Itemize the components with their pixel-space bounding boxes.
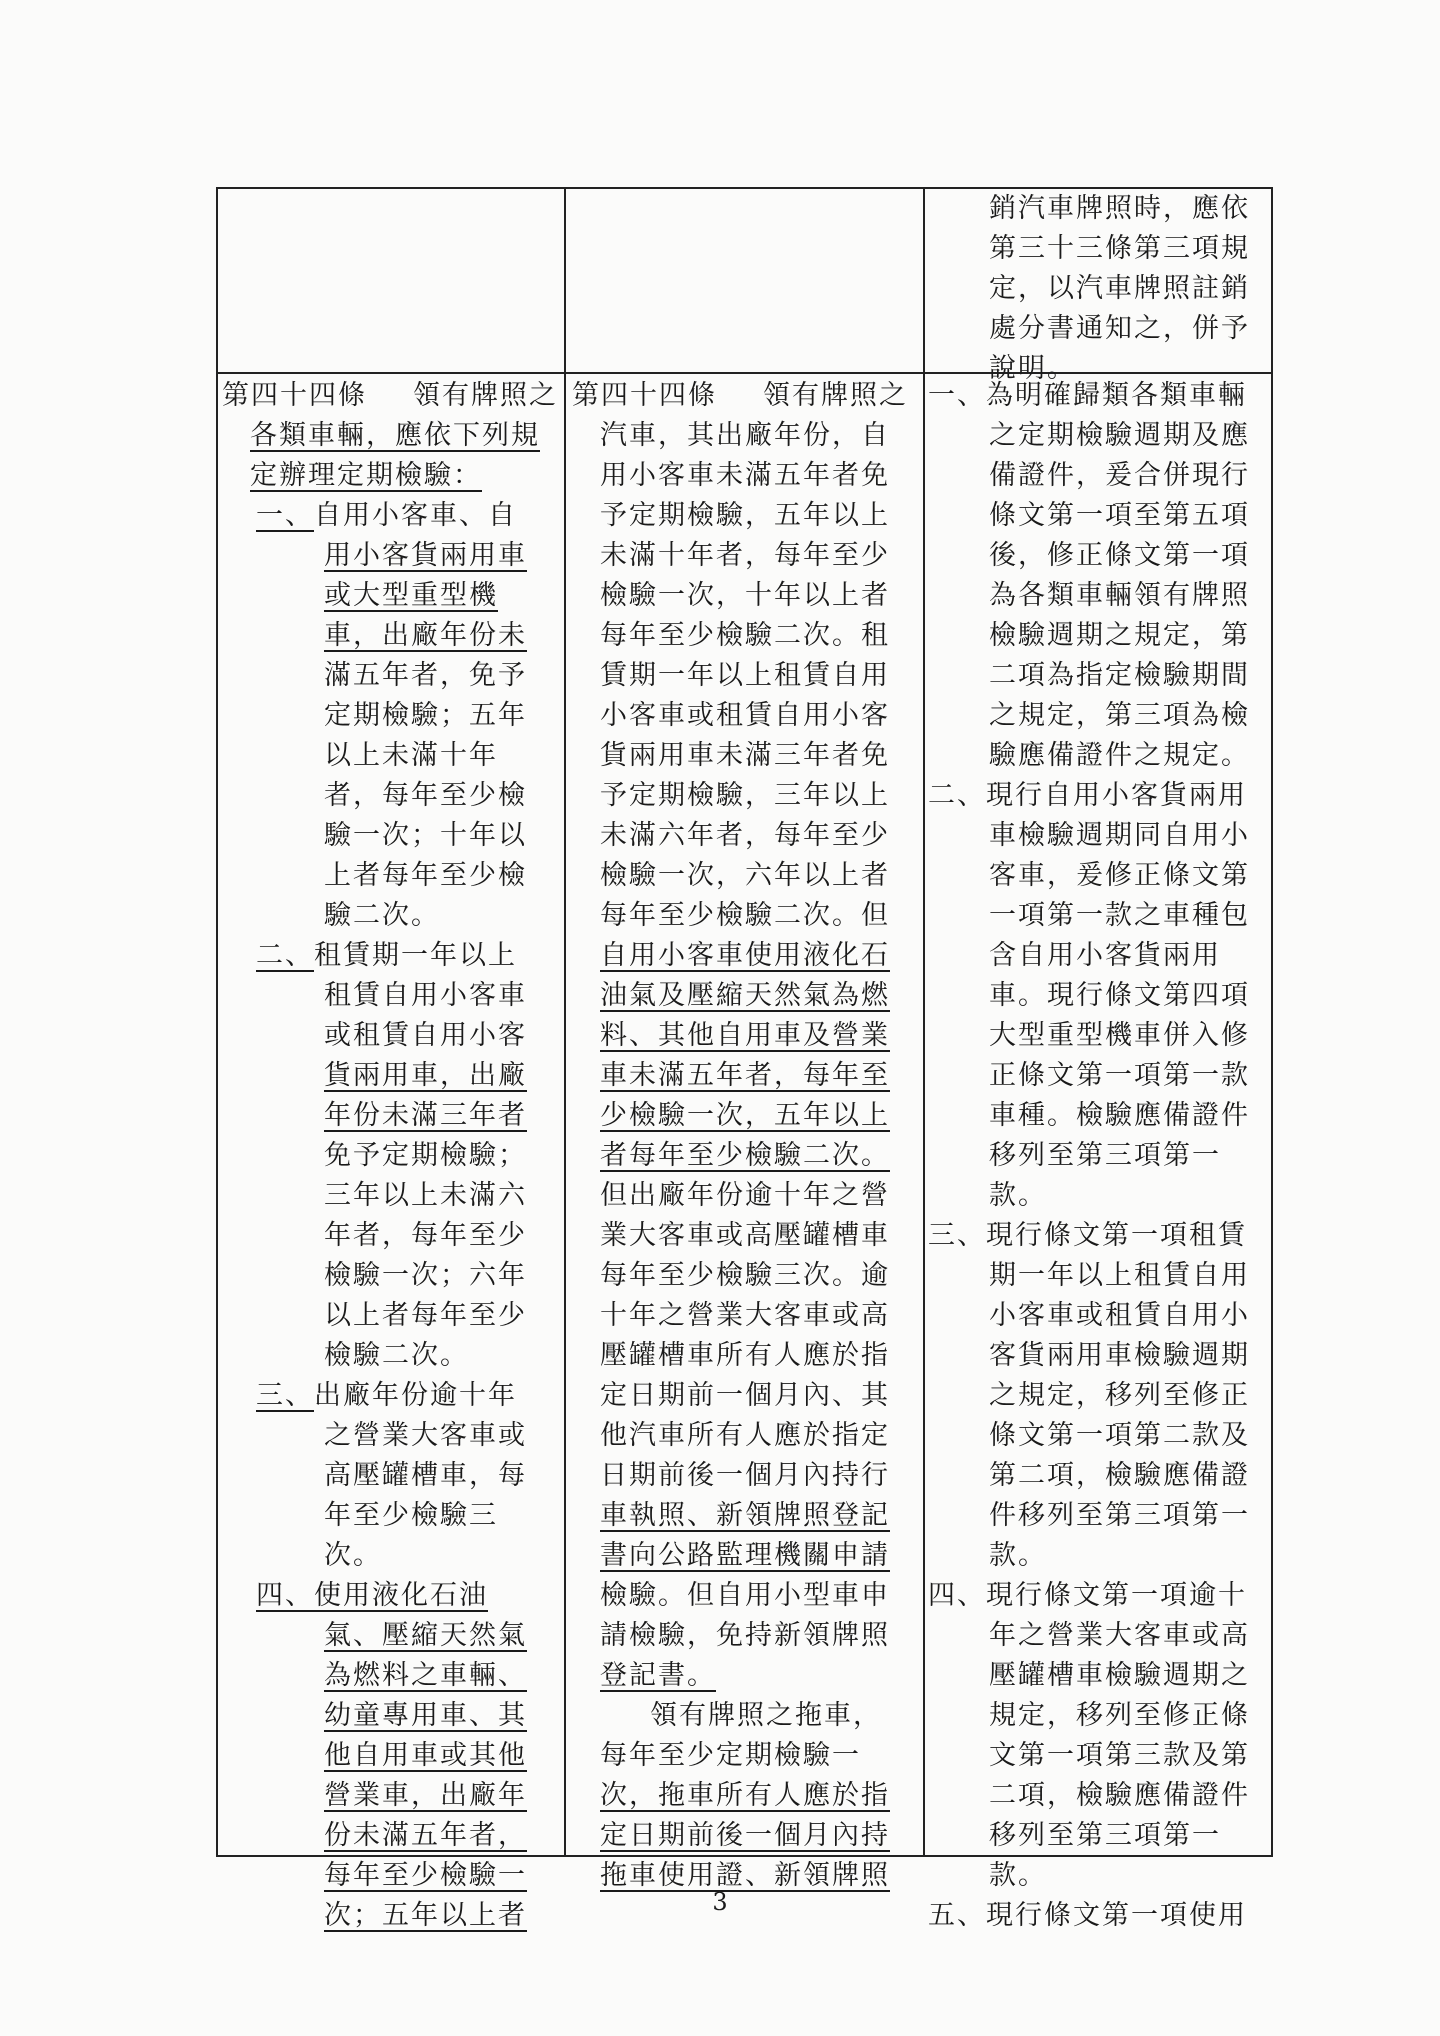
text-line: 車檢驗週期同自用小 bbox=[989, 820, 1250, 851]
text-line: 他汽車所有人應於指定 bbox=[600, 1420, 890, 1451]
text-line: 各類車輛，應依下列規 bbox=[250, 420, 540, 451]
explanation-item-1 bbox=[928, 376, 1271, 776]
text-line: 檢驗一次；六年 bbox=[324, 1260, 527, 1291]
text-line: 書向公路監理機關申請 bbox=[600, 1540, 890, 1571]
text-line: 三年以上未滿六 bbox=[324, 1180, 527, 1211]
text-line: 每年至少檢驗一 bbox=[324, 1860, 527, 1891]
text-line: 小客車或租賃自用小客 bbox=[600, 700, 890, 731]
comparison-table bbox=[216, 187, 1273, 1931]
text-line: 次。 bbox=[324, 1540, 382, 1571]
text-line: 現行自用小客貨兩用 bbox=[986, 780, 1247, 811]
text-line: 處分書通知之，併予 bbox=[989, 313, 1250, 344]
text-line: 小客車或租賃自用小 bbox=[989, 1300, 1250, 1331]
text-line: 條文第一項第二款及 bbox=[989, 1420, 1250, 1451]
item-label: 一、 bbox=[928, 380, 986, 411]
explanation-item-2 bbox=[928, 776, 1271, 1216]
text-line: 移列至第三項第一 bbox=[989, 1140, 1221, 1171]
text-line: 款。 bbox=[989, 1180, 1047, 1211]
text-line: 請檢驗，免持新領牌照 bbox=[600, 1620, 890, 1651]
text-line: 車種。檢驗應備證件 bbox=[989, 1100, 1250, 1131]
text-line: 檢驗週期之規定，第 bbox=[989, 620, 1250, 651]
text-line: 予定期檢驗，三年以上 bbox=[600, 780, 890, 811]
page-number: 3 bbox=[712, 1888, 728, 1916]
text-line: 每年至少檢驗三次。逾 bbox=[600, 1260, 890, 1291]
text-line: 予定期檢驗，五年以上 bbox=[600, 500, 890, 531]
text-line: 拖車使用證、新領牌照 bbox=[600, 1860, 890, 1891]
text-line: 條文第一項至第五項 bbox=[989, 500, 1250, 531]
explanation-item-4 bbox=[928, 1576, 1271, 1896]
text-line: 車。現行條文第四項 bbox=[989, 980, 1250, 1011]
article-number: 第四十四條 bbox=[572, 380, 717, 411]
text-line: 幼童專用車、其 bbox=[324, 1700, 527, 1731]
text-line: 未滿六年者，每年至少 bbox=[600, 820, 890, 851]
text-line: 規定，移列至修正條 bbox=[989, 1700, 1250, 1731]
text-line: 營業車，出廠年 bbox=[324, 1780, 527, 1811]
amended-item-3 bbox=[218, 1376, 564, 1576]
text-line: 驗二次。 bbox=[324, 900, 440, 931]
text-line: 檢驗一次，六年以上者 bbox=[600, 860, 890, 891]
text-line: 份未滿五年者， bbox=[324, 1820, 527, 1851]
text-line: 但出廠年份逾十年之營 bbox=[600, 1180, 890, 1211]
top-row-explanation bbox=[989, 189, 1250, 389]
text-line: 每年至少檢驗二次。但 bbox=[600, 900, 890, 931]
text-line: 登記書。 bbox=[600, 1660, 716, 1691]
text-line: 車未滿五年者，每年至 bbox=[600, 1060, 890, 1091]
amended-item-1 bbox=[218, 496, 564, 936]
text-line: 定，以汽車牌照註銷 bbox=[989, 273, 1250, 304]
text-line: 定日期前後一個月內持 bbox=[600, 1820, 890, 1851]
item-label: 五、 bbox=[928, 1900, 986, 1931]
text-line: 移列至第三項第一 bbox=[989, 1820, 1221, 1851]
text-line: 說明。 bbox=[989, 353, 1076, 384]
text-line: 出廠年份逾十年 bbox=[314, 1380, 517, 1411]
text-line: 用小客車未滿五年者免 bbox=[600, 460, 890, 491]
text-line: 用小客貨兩用車 bbox=[324, 540, 527, 571]
text-line: 每年至少定期檢驗一 bbox=[600, 1740, 861, 1771]
text-line: 驗一次；十年以 bbox=[324, 820, 527, 851]
text-line: 檢驗二次。 bbox=[324, 1340, 469, 1371]
text-line: 檢驗一次，十年以上者 bbox=[600, 580, 890, 611]
amended-item-4 bbox=[218, 1576, 564, 1936]
text-line: 十年之營業大客車或高 bbox=[600, 1300, 890, 1331]
text-line: 壓罐槽車檢驗週期之 bbox=[989, 1660, 1250, 1691]
amended-item-2 bbox=[218, 936, 564, 1376]
column-divider bbox=[564, 189, 566, 1855]
text-line: 或租賃自用小客 bbox=[324, 1020, 527, 1051]
text-line: 高壓罐槽車，每 bbox=[324, 1460, 527, 1491]
text-line: 年者，每年至少 bbox=[324, 1220, 527, 1251]
text-line: 上者每年至少檢 bbox=[324, 860, 527, 891]
text-line: 油氣及壓縮天然氣為燃 bbox=[600, 980, 890, 1011]
text-line: 使用液化石油 bbox=[314, 1580, 488, 1611]
text-line: 或大型重型機 bbox=[324, 580, 498, 611]
text-line: 備證件，爰合併現行 bbox=[989, 460, 1250, 491]
text-line: 租賃期一年以上 bbox=[314, 940, 517, 971]
text-line: 者每年至少檢驗二次。 bbox=[600, 1140, 890, 1171]
text-line: 含自用小客貨兩用 bbox=[989, 940, 1221, 971]
text-line: 自用小客車使用液化石 bbox=[600, 940, 890, 971]
item-label: 四、 bbox=[256, 1580, 314, 1611]
text-line: 料、其他自用車及營業 bbox=[600, 1020, 890, 1051]
text-line: 現行條文第一項租賃 bbox=[986, 1220, 1247, 1251]
amended-article-heading bbox=[218, 376, 564, 496]
item-label: 三、 bbox=[928, 1220, 986, 1251]
text-line: 賃期一年以上租賃自用 bbox=[600, 660, 890, 691]
text-line: 年份未滿三年者 bbox=[324, 1100, 527, 1131]
item-label: 一、 bbox=[256, 500, 314, 531]
item-label: 二、 bbox=[928, 780, 986, 811]
article-number: 第四十四條 bbox=[222, 380, 367, 411]
text-line: 自用小客車、自 bbox=[314, 500, 517, 531]
text-line: 領有牌照之拖車， bbox=[650, 1700, 882, 1731]
text-line: 銷汽車牌照時，應依 bbox=[989, 193, 1250, 224]
text-line: 以上未滿十年 bbox=[324, 740, 498, 771]
text-line: 貨兩用車未滿三年者免 bbox=[600, 740, 890, 771]
text-line: 業大客車或高壓罐槽車 bbox=[600, 1220, 890, 1251]
article-lead: 領有牌照之 bbox=[763, 380, 908, 411]
text-line: 客貨兩用車檢驗週期 bbox=[989, 1340, 1250, 1371]
text-line: 租賃自用小客車 bbox=[324, 980, 527, 1011]
text-line: 為明確歸類各類車輛 bbox=[986, 380, 1247, 411]
text-line: 汽車，其出廠年份，自 bbox=[600, 420, 890, 451]
text-line: 期一年以上租賃自用 bbox=[989, 1260, 1250, 1291]
text-line: 之規定，第三項為檢 bbox=[989, 700, 1250, 731]
text-line: 檢驗。但自用小型車申 bbox=[600, 1580, 890, 1611]
text-line: 第三十三條第三項規 bbox=[989, 233, 1250, 264]
text-line: 定日期前一個月內、其 bbox=[600, 1380, 890, 1411]
text-line: 之定期檢驗週期及應 bbox=[989, 420, 1250, 451]
text-line: 以上者每年至少 bbox=[324, 1300, 527, 1331]
text-line: 之規定，移列至修正 bbox=[989, 1380, 1250, 1411]
text-line: 免予定期檢驗； bbox=[324, 1140, 527, 1171]
text-line: 一項第一款之車種包 bbox=[989, 900, 1250, 931]
text-line: 車執照、新領牌照登記 bbox=[600, 1500, 890, 1531]
text-line: 年之營業大客車或高 bbox=[989, 1620, 1250, 1651]
text-line: 未滿十年者，每年至少 bbox=[600, 540, 890, 571]
text-line: 滿五年者，免予 bbox=[324, 660, 527, 691]
text-line: 現行條文第一項使用 bbox=[986, 1900, 1247, 1931]
text-line: 少檢驗一次，五年以上 bbox=[600, 1100, 890, 1131]
text-line: 款。 bbox=[989, 1540, 1047, 1571]
item-label: 四、 bbox=[928, 1580, 986, 1611]
text-line: 二項，檢驗應備證件 bbox=[989, 1780, 1250, 1811]
text-line: 次，拖車所有人應於指 bbox=[600, 1780, 890, 1811]
text-line: 他自用車或其他 bbox=[324, 1740, 527, 1771]
article-lead: 領有牌照之 bbox=[413, 380, 558, 411]
text-line: 正條文第一項第一款 bbox=[989, 1060, 1250, 1091]
text-line: 每年至少檢驗二次。租 bbox=[600, 620, 890, 651]
column-divider bbox=[923, 189, 925, 1855]
text-line: 為燃料之車輛、 bbox=[324, 1660, 527, 1691]
text-line: 文第一項第三款及第 bbox=[989, 1740, 1250, 1771]
text-line: 客車，爰修正條文第 bbox=[989, 860, 1250, 891]
text-line: 後，修正條文第一項 bbox=[989, 540, 1250, 571]
text-line: 貨兩用車，出廠 bbox=[324, 1060, 527, 1091]
text-line: 日期前後一個月內持行 bbox=[600, 1460, 890, 1491]
text-line: 年至少檢驗三 bbox=[324, 1500, 498, 1531]
text-line: 第二項，檢驗應備證 bbox=[989, 1460, 1250, 1491]
text-line: 大型重型機車併入修 bbox=[989, 1020, 1250, 1051]
current-article bbox=[568, 376, 923, 1896]
text-line: 壓罐槽車所有人應於指 bbox=[600, 1340, 890, 1371]
text-line: 款。 bbox=[989, 1860, 1047, 1891]
explanation-item-3 bbox=[928, 1216, 1271, 1576]
text-line: 二項為指定檢驗期間 bbox=[989, 660, 1250, 691]
item-label: 二、 bbox=[256, 940, 314, 971]
text-line: 件移列至第三項第一 bbox=[989, 1500, 1250, 1531]
text-line: 驗應備證件之規定。 bbox=[989, 740, 1250, 771]
text-line: 次；五年以上者 bbox=[324, 1900, 527, 1931]
text-line: 氣、壓縮天然氣 bbox=[324, 1620, 527, 1651]
text-line: 定辦理定期檢驗： bbox=[250, 460, 482, 491]
text-line: 之營業大客車或 bbox=[324, 1420, 527, 1451]
text-line: 現行條文第一項逾十 bbox=[986, 1580, 1247, 1611]
text-line: 車，出廠年份未 bbox=[324, 620, 527, 651]
text-line: 為各類車輛領有牌照 bbox=[989, 580, 1250, 611]
item-label: 三、 bbox=[256, 1380, 314, 1411]
text-line: 者，每年至少檢 bbox=[324, 780, 527, 811]
text-line: 定期檢驗；五年 bbox=[324, 700, 527, 731]
